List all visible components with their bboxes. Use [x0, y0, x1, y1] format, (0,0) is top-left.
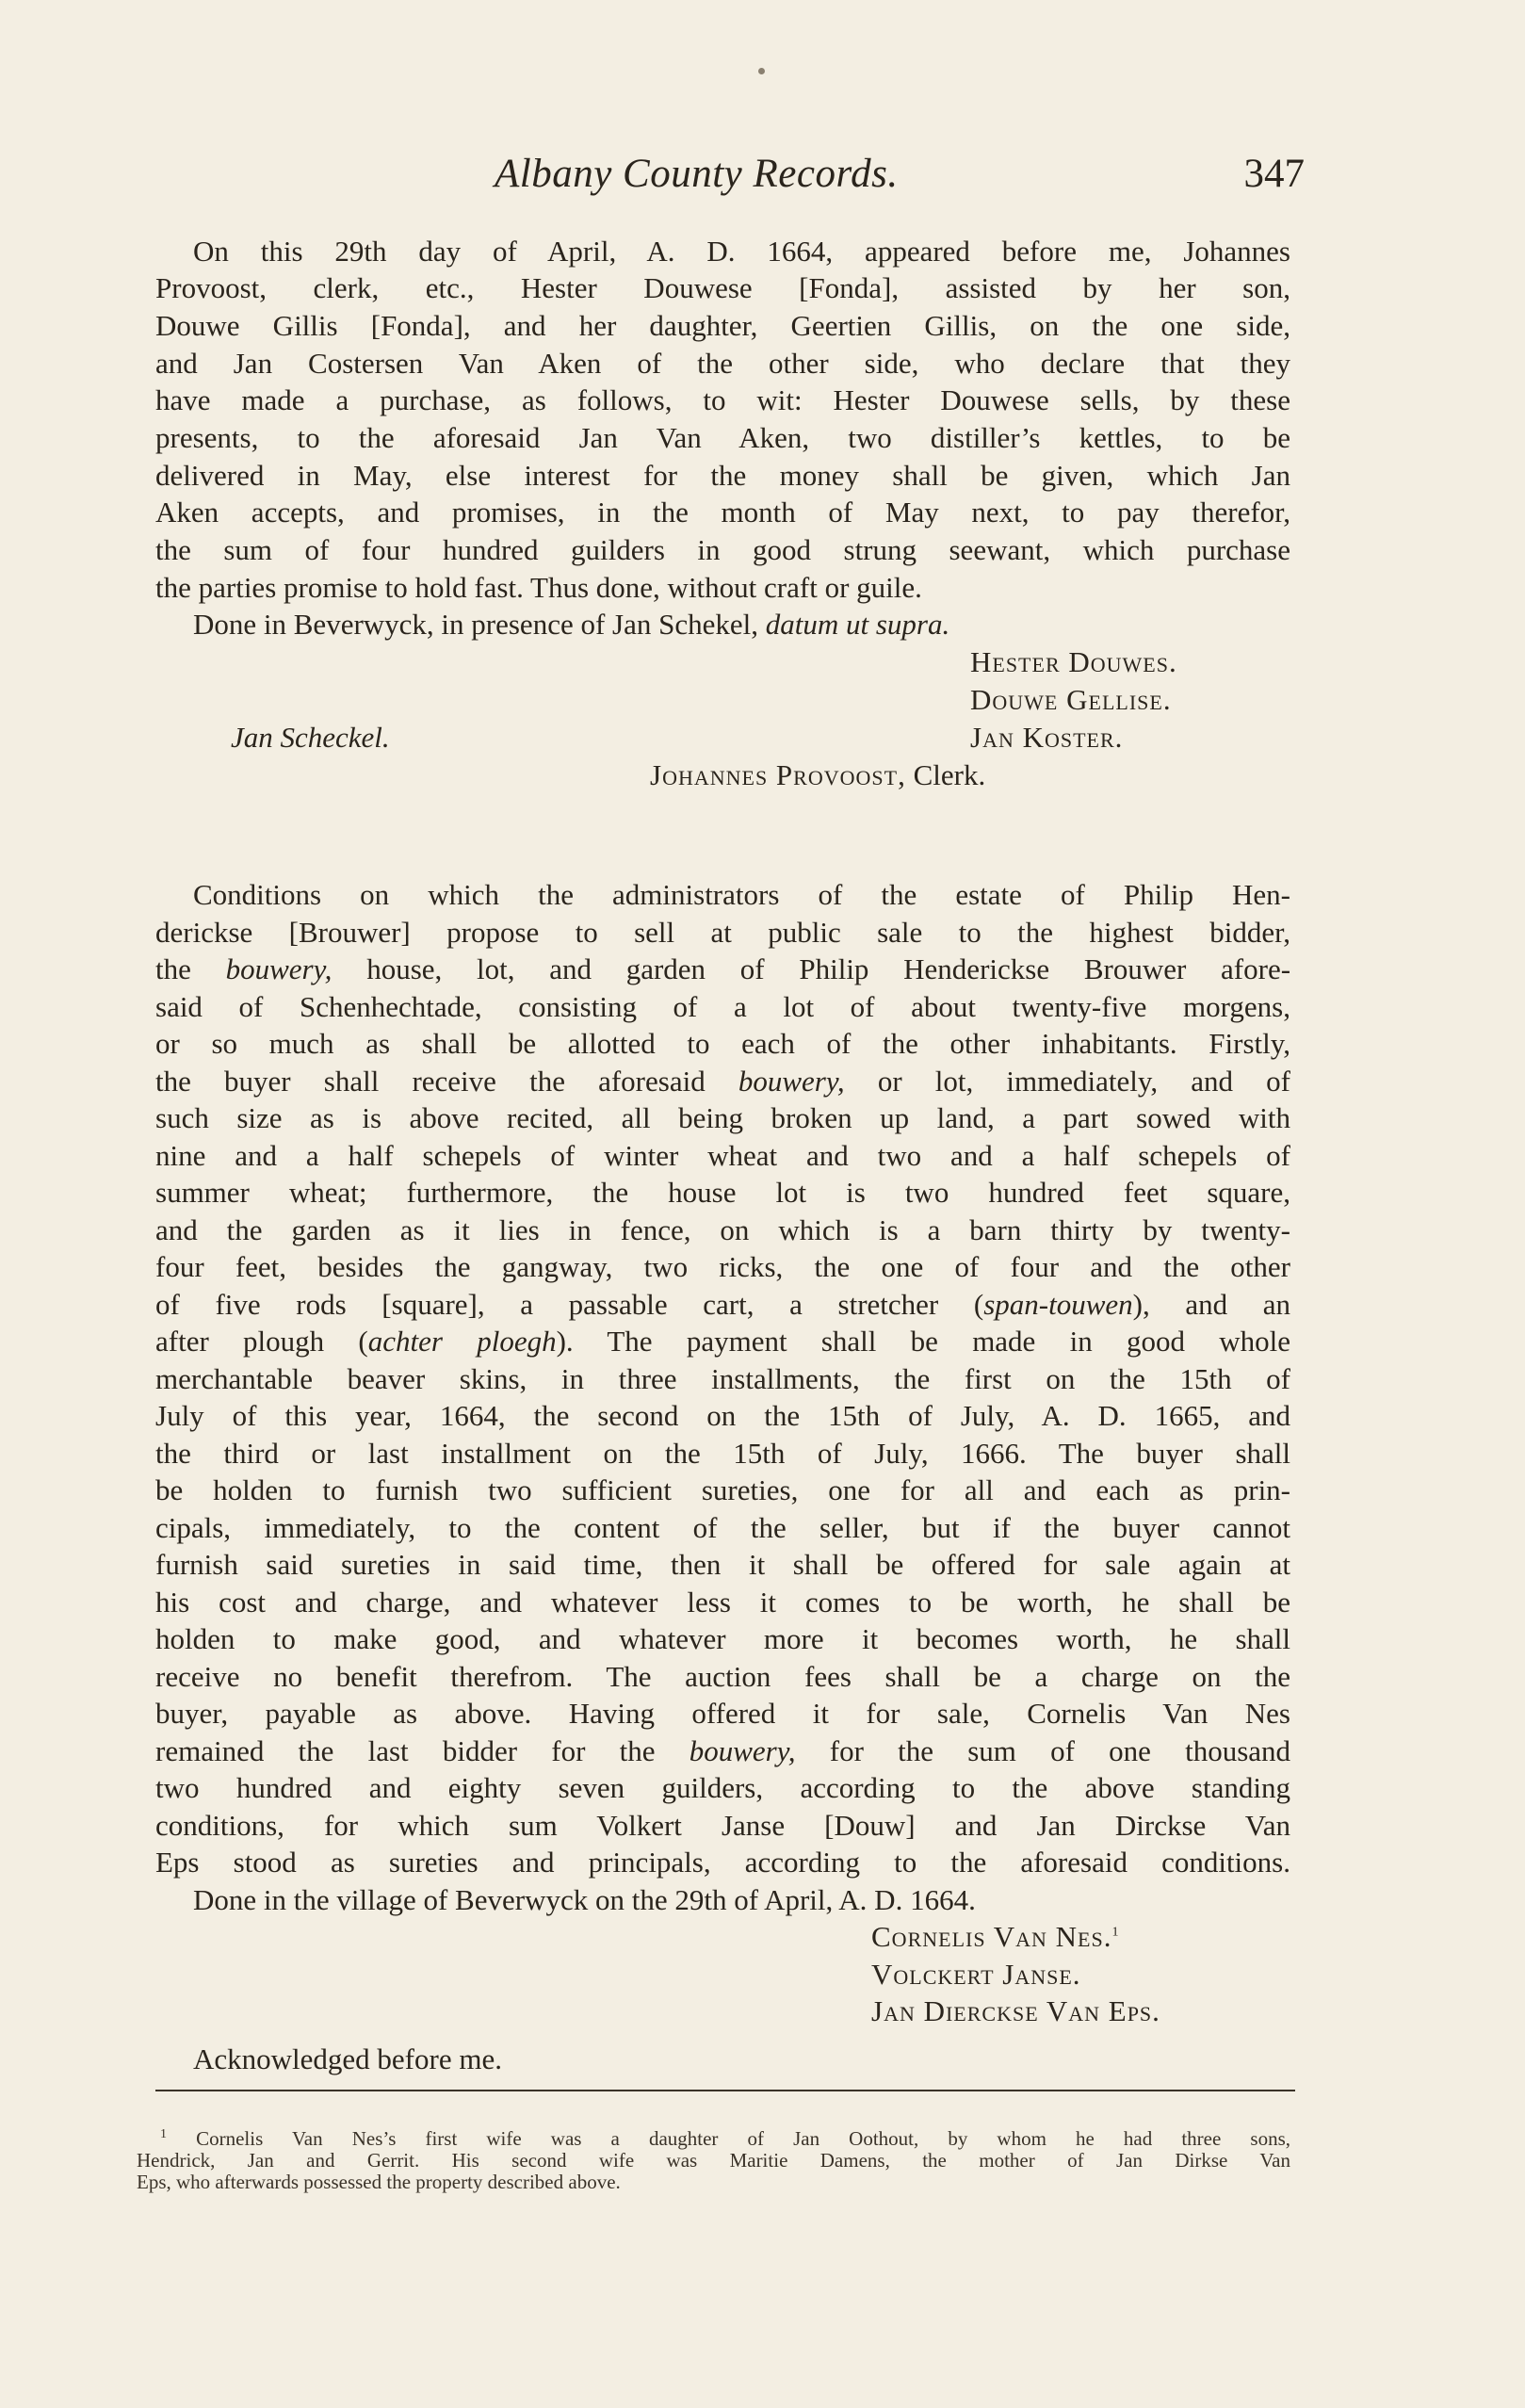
text-run: after plough ( [155, 1325, 368, 1358]
entry2-line: two hundred and eighty seven guilders, according to the above standing [155, 1771, 1290, 1804]
entry2-line [155, 1286, 1290, 1324]
entry2-line: holden to make good, and whatever more it becomes worth, he shall [155, 1622, 1290, 1655]
entry2-line: be holden to furnish two sufficient sureties, one for all and each as prin- [155, 1473, 1290, 1506]
signature-cornelis [871, 1918, 1119, 1956]
entry2-line: and the garden as it lies in fence, on which is a barn thirty by twenty- [155, 1213, 1290, 1246]
text-run: ), and an [1132, 1288, 1290, 1321]
entry2-line: said of Schenhechtade, consisting of a lot of about twenty-five morgens, [155, 990, 1290, 1023]
text-run: the buyer shall receive the aforesaid [155, 1065, 706, 1098]
footnote-reference: 1 [1111, 1925, 1120, 1940]
entry2-done-line: Done in the village of Beverwyck on the 29th of April, A. D. 1664. [193, 1883, 976, 1916]
entry2-line: July of this year, 1664, the second on the 15th of July, A. D. 1665, and [155, 1399, 1290, 1432]
entry2-line: furnish said sureties in said time, then it shall be offered for sale again at [155, 1548, 1290, 1581]
entry1-done-line [193, 606, 949, 643]
entry2-line: Eps stood as sureties and principals, according to the aforesaid conditions. [155, 1846, 1290, 1879]
italic-term: bouwery, [225, 952, 333, 985]
entry2-line [155, 951, 1290, 988]
footnote-line: Eps, who afterwards possessed the property described above. [137, 2171, 621, 2193]
text-run: or lot, immediately, and of [877, 1065, 1291, 1098]
entry1-line: the sum of four hundred guilders in good strung seewant, which purchase [155, 533, 1290, 566]
text-run: the [155, 952, 191, 985]
entry1-line: Douwe Gillis [Fonda], and her daughter, Geertien Gillis, on the one side, [155, 309, 1290, 342]
text-run: remained the last bidder for the [155, 1734, 656, 1767]
signature-koster: Jan Koster. [970, 721, 1124, 754]
entry2-line: his cost and charge, and whatever less it comes to be worth, he shall be [155, 1586, 1290, 1619]
entry2-line [155, 1323, 1290, 1360]
entry2-line: or so much as shall be allotted to each of the other inhabitants. Firstly, [155, 1027, 1290, 1060]
ink-speck [758, 68, 765, 74]
entry2-line: the third or last installment on the 15th of July, 1666. The buyer shall [155, 1437, 1290, 1470]
entry1-line: presents, to the aforesaid Jan Van Aken, two distiller’s kettles, to be [155, 421, 1290, 454]
italic-term: span-touwen [983, 1288, 1133, 1321]
entry1-line: delivered in May, else interest for the money shall be given, which Jan [155, 459, 1290, 492]
entry1-line: Aken accepts, and promises, in the month of May next, to pay therefor, [155, 496, 1290, 529]
clerk-title: Clerk. [913, 758, 986, 791]
text-run: ). The payment shall be made in good whole [556, 1325, 1290, 1358]
text-run: for the sum of one thousand [829, 1734, 1291, 1767]
signature-douwe: Douwe Gellise. [970, 683, 1172, 716]
text-run: house, lot, and garden of Philip Henderickse Brouwer afore- [366, 952, 1291, 985]
entry2-line: such size as is above recited, all being broken up land, a part sowed with [155, 1101, 1290, 1134]
footnote-line: Hendrick, Jan and Gerrit. His second wife was Maritie Damens, the mother of Jan Dirkse Van [137, 2149, 1290, 2172]
witness-signature: Jan Scheckel. [231, 721, 390, 754]
entry1-line: the parties promise to hold fast. Thus done, without craft or guile. [155, 571, 922, 604]
signature-hester: Hester Douwes. [970, 645, 1177, 678]
latin-phrase: datum ut supra. [765, 608, 950, 641]
entry2-line [155, 1733, 1290, 1770]
italic-term: achter ploegh [367, 1325, 557, 1358]
entry2-line: four feet, besides the gangway, two ricks, the one of four and the other [155, 1250, 1290, 1283]
entry1-line: and Jan Costersen Van Aken of the other side, who declare that they [155, 347, 1290, 380]
entry2-line: cipals, immediately, to the content of the seller, but if the buyer cannot [155, 1511, 1290, 1544]
entry1-line: Provoost, clerk, etc., Hester Douwese [Fonda], assisted by her son, [155, 271, 1290, 304]
entry2-line: summer wheat; furthermore, the house lot is two hundred feet square, [155, 1176, 1290, 1209]
entry2-line: nine and a half schepels of winter wheat and two and a half schepels of [155, 1139, 1290, 1172]
text-run: of five rods [square], a passable cart, a stretcher ( [155, 1288, 984, 1321]
entry2-line: Conditions on which the administrators of the estate of Philip Hen- [193, 878, 1290, 911]
page-number: 347 [1243, 152, 1305, 196]
signature-jan: Jan Dierckse Van Eps. [871, 1994, 1160, 2027]
entry2-line: receive no benefit therefrom. The auction fees shall be a charge on the [155, 1660, 1290, 1693]
entry2-line: merchantable beaver skins, in three installments, the first on the 15th of [155, 1362, 1290, 1395]
entry2-line: derickse [Brouwer] propose to sell at public sale to the highest bidder, [155, 916, 1290, 949]
footnote-marker: 1 [160, 2127, 167, 2141]
footnote-text: Cornelis Van Nes’s first wife was a daughter of Jan Oothout, by whom he had three sons, [196, 2127, 1290, 2150]
footnote-rule [155, 2090, 1295, 2091]
signature-clerk [650, 757, 985, 794]
signature-text: Cornelis Van Nes. [871, 1920, 1112, 1953]
done-text: Done in Beverwyck, in presence of Jan Schekel, [193, 608, 758, 641]
entry2-line: buyer, payable as above. Having offered it for sale, Cornelis Van Nes [155, 1697, 1290, 1730]
footnote-line [160, 2127, 1290, 2150]
italic-term: bouwery, [738, 1065, 845, 1098]
entry2-line [155, 1063, 1290, 1100]
signature-volckert: Volckert Janse. [871, 1958, 1081, 1991]
entry2-line: conditions, for which sum Volkert Janse [Douw] and Jan Dirckse Van [155, 1809, 1290, 1842]
entry1-line: On this 29th day of April, A. D. 1664, appeared before me, Johannes [193, 235, 1290, 268]
italic-term: bouwery, [689, 1734, 796, 1767]
page-header [155, 151, 1305, 207]
running-title: Albany County Records. [495, 152, 899, 196]
acknowledgement: Acknowledged before me. [193, 2042, 502, 2075]
entry1-line: have made a purchase, as follows, to wit: Hester Douwese sells, by these [155, 383, 1290, 416]
clerk-name: Johannes Provoost, [650, 758, 906, 791]
